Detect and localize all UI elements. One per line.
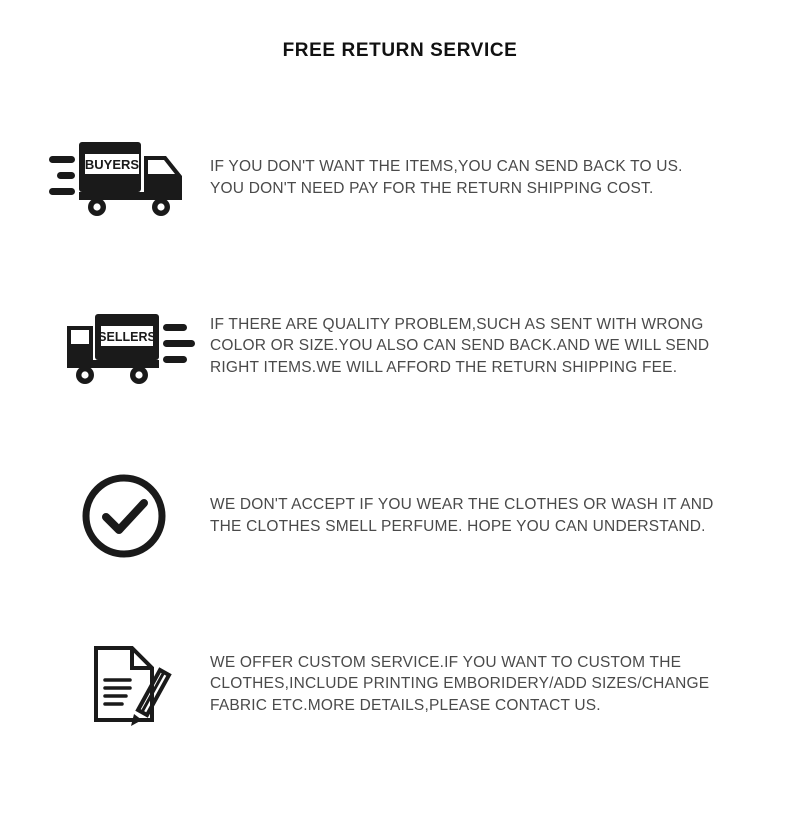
truck-buyers-label: BUYERS — [84, 156, 140, 172]
section-buyers-text — [204, 156, 764, 199]
section-text-line: COLOR OR SIZE.YOU ALSO CAN SEND BACK.AND WE WILL SEND — [210, 337, 710, 355]
truck-buyers-icon — [44, 128, 204, 228]
document-pencil-icon — [44, 634, 204, 734]
section-list — [0, 119, 800, 743]
section-text-line: IF YOU DON'T WANT THE ITEMS,YOU CAN SEND BACK TO US. — [210, 158, 683, 176]
section-text-line: RIGHT ITEMS.WE WILL AFFORD THE RETURN SHIPPING FEE. — [210, 358, 678, 376]
check-circle-icon — [44, 468, 204, 564]
section-sellers-text — [204, 314, 764, 379]
page-title: FREE RETURN SERVICE — [282, 40, 518, 61]
section-text-line: YOU DON'T NEED PAY FOR THE RETURN SHIPPING COST. — [210, 179, 654, 197]
truck-sellers-icon — [44, 296, 204, 396]
section-text-line: CLOTHES,INCLUDE PRINTING EMBORIDERY/ADD SIZES/CHANGE — [210, 675, 710, 693]
section-text-line: FABRIC ETC.MORE DETAILS,PLEASE CONTACT US. — [210, 696, 601, 714]
section-no-worn-items-text — [204, 494, 764, 537]
section-text-line: IF THERE ARE QUALITY PROBLEM,SUCH AS SENT WITH WRONG — [210, 315, 704, 333]
section-custom-service-text — [204, 652, 764, 717]
section-text-line: WE OFFER CUSTOM SERVICE.IF YOU WANT TO CUSTOM THE — [210, 653, 682, 671]
section-text-line: THE CLOTHES SMELL PERFUME. HOPE YOU CAN UNDERSTAND. — [210, 517, 706, 535]
section-text-line: WE DON'T ACCEPT IF YOU WEAR THE CLOTHES OR WASH IT AND — [210, 496, 714, 514]
truck-sellers-label: SELLERS — [98, 329, 156, 344]
section-sellers — [0, 287, 800, 405]
section-custom-service — [0, 625, 800, 743]
section-no-worn-items — [0, 457, 800, 575]
section-buyers — [0, 119, 800, 237]
